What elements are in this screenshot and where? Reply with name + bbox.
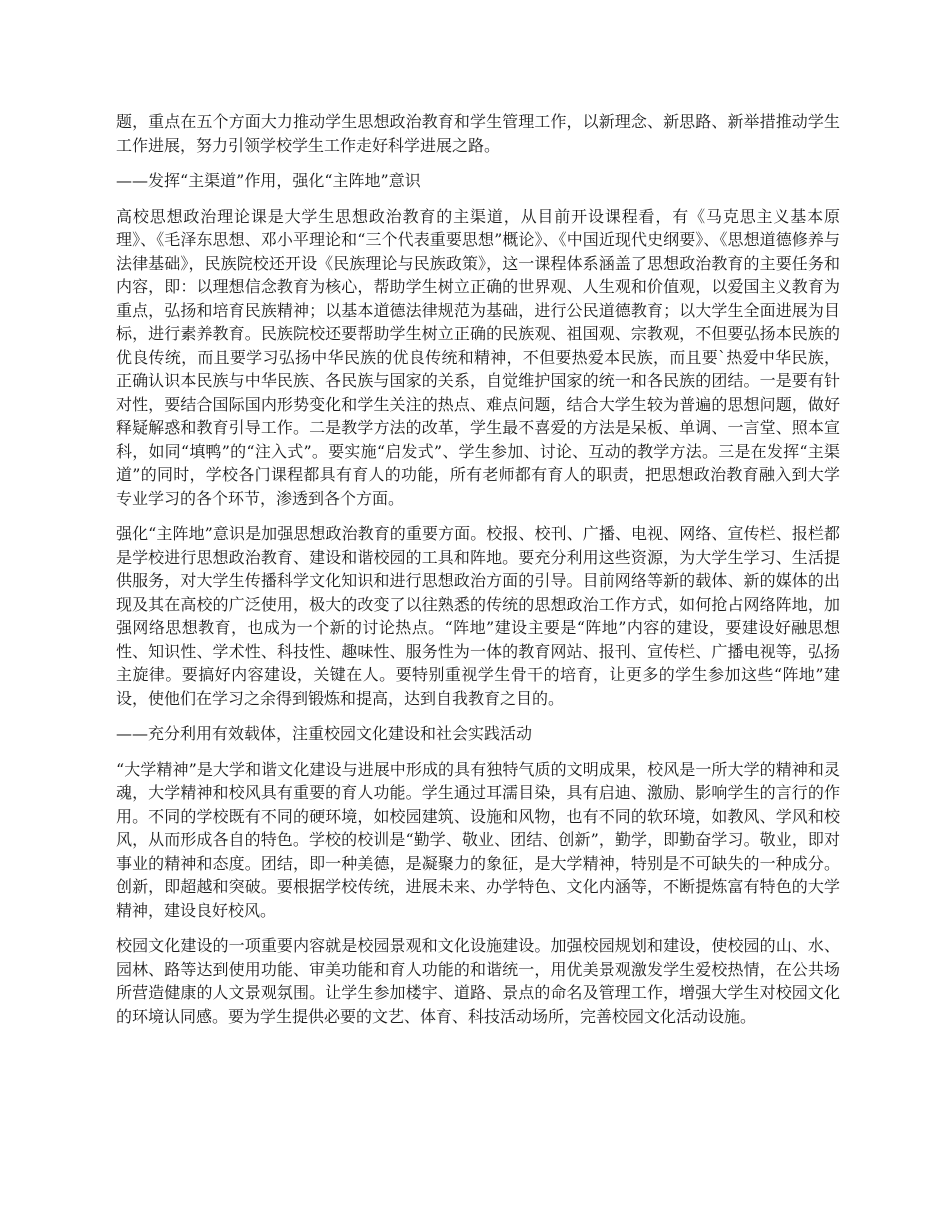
section-heading-campus-culture: ——充分利用有效载体，注重校园文化建设和社会实践活动 <box>116 724 533 743</box>
paragraph-ideological-courses: 高校思想政治理论课是大学生思想政治教育的主渠道，从目前开设课程看，有《马克思主义基本原理》、《毛泽东思想、邓小平理论和“三个代表重要思想”概论》、《中国近现代史纲要》、《思想道德修养与法律基础》，民族院校还开设《民族理论与民族政策》，这一课程体系涵盖了思想政治教育的主要任务和内容，即：以理想信念教育为核心，帮助学生树立正确的世界观、人生观和价值观，以爱国主义教育为重点，弘扬和培育民族精神；以基本道德法律规范为基础，进行公民道德教育；以大学生全面进展为目标，进行素养教育。民族院校还要帮助学生树立正确的民族观、祖国观、宗教观，不但要弘扬本民族的优良传统，而且要学习弘扬中华民族的优良传统和精神，不但要热爱本民族，而且要`热爱中华民族，正确认识本民族与中华民族、各民族与国家的关系，自觉维护国家的统一和各民族的团结。一是要有针对性，要结合国际国内形势变化和学生关注的热点、难点问题，结合大学生较为普遍的思想问题，做好释疑解惑和教育引导工作。二是教学方法的改革，学生最不喜爱的方法是呆板、单调、一言堂、照本宣科，如同“填鸭”的“注入式”。要实施“启发式”、学生参加、讨论、互动的教学方法。三是在发挥“主渠道”的同时，学校各门课程都具有育人的功能，所有老师都有育人的职责，把思想政治教育融入到大学专业学习的各个环节，渗透到各个方面。 <box>116 206 840 508</box>
paragraph-campus-landscape: 校园文化建设的一项重要内容就是校园景观和文化设施建设。加强校园规划和建设，使校园的山、水、园林、路等达到使用功能、审美功能和育人功能的和谐统一，用优美景观激发学生爱校热情，在公共场所营造健康的人文景观氛围。让学生参加楼宇、道路、景点的命名及管理工作，增强大学生对校园文化的环境认同感。要为学生提供必要的文艺、体育、科技活动场所，完善校园文化活动设施。 <box>116 936 840 1026</box>
paragraph-main-position: 强化“主阵地”意识是加强思想政治教育的重要方面。校报、校刊、广播、电视、网络、宣传栏、报栏都是学校进行思想政治教育、建设和谐校园的工具和阵地。要充分利用这些资源，为大学生学习、生活提供服务，对大学生传播科学文化知识和进行思想政治方面的引导。目前网络等新的载体、新的媒体的出现及其在高校的广泛使用，极大的改变了以往熟悉的传统的思想政治工作方式，如何抢占网络阵地，加强网络思想教育，也成为一个新的讨论热点。“阵地”建设主要是“阵地”内容的建设，要建设好融思想性、知识性、学术性、科技性、趣味性、服务性为一体的教育网站、报刊、宣传栏、广播电视等，弘扬主旋律。要搞好内容建设，关键在人。要特别重视学生骨干的培育，让更多的学生参加这些“阵地”建设，使他们在学习之余得到锻炼和提高，达到自我教育之目的。 <box>116 524 840 708</box>
paragraph-intro-continuation: 题，重点在五个方面大力推动学生思想政治教育和学生管理工作，以新理念、新思路、新举措推动学生工作进展，努力引领学校学生工作走好科学进展之路。 <box>116 112 840 155</box>
paragraph-university-spirit: “大学精神”是大学和谐文化建设与进展中形成的具有独特气质的文明成果，校风是一所大学的精神和灵魂，大学精神和校风具有重要的育人功能。学生通过耳濡目染，具有启迪、激励、影响学生的言行的作用。不同的学校既有不同的硬环境，如校园建筑、设施和风物，也有不同的软环境，如教风、学风和校风，从而形成各自的特色。学校的校训是“勤学、敬业、团结、创新”，勤学，即勤奋学习。敬业，即对事业的精神和态度。团结，即一种美德，是凝聚力的象征，是大学精神，特别是不可缺失的一种成分。创新，即超越和突破。要根据学校传统，进展未来、办学特色、文化内涵等，不断提炼富有特色的大学精神，建设良好校风。 <box>116 759 840 920</box>
section-heading-main-channel: ——发挥“主渠道”作用，强化“主阵地”意识 <box>116 171 421 190</box>
document-body <box>116 110 840 1040</box>
